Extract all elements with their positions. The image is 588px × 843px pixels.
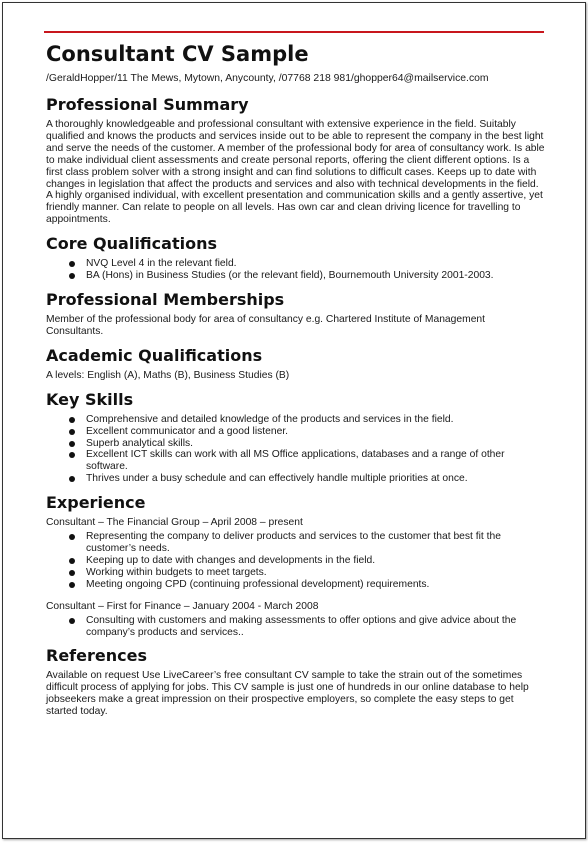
list-item: Consulting with customers and making assessments to offer options and give advice about the company’s products and services.. xyxy=(86,615,545,639)
list-item: Comprehensive and detailed knowledge of the products and services in the field. xyxy=(86,414,545,426)
job-title: Consultant – First for Finance – January 2004 - March 2008 xyxy=(46,600,319,612)
job-duties-list xyxy=(46,531,545,591)
references-text: Available on request Use LiveCareer’s free consultant CV sample to take the strain out of the sometimes difficult process of applying for jobs. This CV sample is just one of hundreds in our online database to help jobseekers make a great impression on their prospective employers, so complete the easy steps to get started today. xyxy=(46,670,529,718)
list-item: Thrives under a busy schedule and can effectively handle multiple priorities at once. xyxy=(86,473,545,485)
memberships-heading: Professional Memberships xyxy=(46,289,285,309)
section-experience xyxy=(46,491,545,638)
list-item: Keeping up to date with changes and developments in the field. xyxy=(86,555,545,567)
core-heading: Core Qualifications xyxy=(46,234,217,254)
cv-title: Consultant CV Sample xyxy=(46,42,309,66)
list-item: Excellent communicator and a good listener. xyxy=(86,426,545,438)
list-item: Superb analytical skills. xyxy=(86,438,545,450)
academic-text: A levels: English (A), Maths (B), Business Studies (B) xyxy=(46,369,290,381)
skills-heading: Key Skills xyxy=(46,389,134,409)
list-item: Excellent ICT skills can work with all MS Office applications, databases and a range of other software. xyxy=(86,449,545,473)
header-rule xyxy=(44,31,544,33)
contact-line: /GeraldHopper/11 The Mews, Mytown, Anycounty, /07768 218 981/ghopper64@mailservice.com xyxy=(46,73,489,84)
job-title: Consultant – The Financial Group – April 2008 – present xyxy=(46,517,303,529)
academic-heading: Academic Qualifications xyxy=(46,345,263,365)
job-duties-list xyxy=(46,615,545,639)
cv-page xyxy=(2,2,586,839)
list-item: Working within budgets to meet targets. xyxy=(86,567,545,579)
list-item: Representing the company to deliver products and services to the customer that best fit the customer’s needs. xyxy=(86,531,545,555)
cv-content xyxy=(46,39,545,718)
section-summary xyxy=(46,93,545,226)
section-academic xyxy=(46,344,545,382)
core-list xyxy=(46,258,545,282)
summary-heading: Professional Summary xyxy=(46,95,249,114)
list-item: Meeting ongoing CPD (continuing professional development) requirements. xyxy=(86,579,545,591)
list-item: NVQ Level 4 in the relevant field. xyxy=(86,258,545,270)
experience-heading: Experience xyxy=(46,493,146,513)
skills-list xyxy=(46,414,545,485)
list-item: BA (Hons) in Business Studies (or the relevant field), Bournemouth University 2001-2003. xyxy=(86,270,545,282)
section-memberships xyxy=(46,288,545,338)
memberships-text: Member of the professional body for area of consultancy e.g. Chartered Institute of Management Consultants. xyxy=(46,313,486,337)
section-references xyxy=(46,644,545,718)
references-heading: References xyxy=(46,646,147,666)
summary-text: A thoroughly knowledgeable and professional consultant with extensive experience in the field. Suitably qualified and knows the products and services inside out to be able to represent the company in the best light and serve the needs of the customer. A member of the professional body for area of consultancy work. Is able to make individual client assessments and create personal reports, offering the client different options. Is a first class problem solver with a strong insight and can find solutions to difficult cases. Keeps up to date with changes in legislation that affect the products and services and also with technical developments in the field. A highly organised individual, with excellent presentation and communication skills and a gently assertive, yet friendly manner. Can relate to people on all levels. Has own car and clean driving licence for travelling to appointments. xyxy=(46,119,545,226)
section-key-skills xyxy=(46,388,545,485)
section-core-qualifications xyxy=(46,232,545,282)
